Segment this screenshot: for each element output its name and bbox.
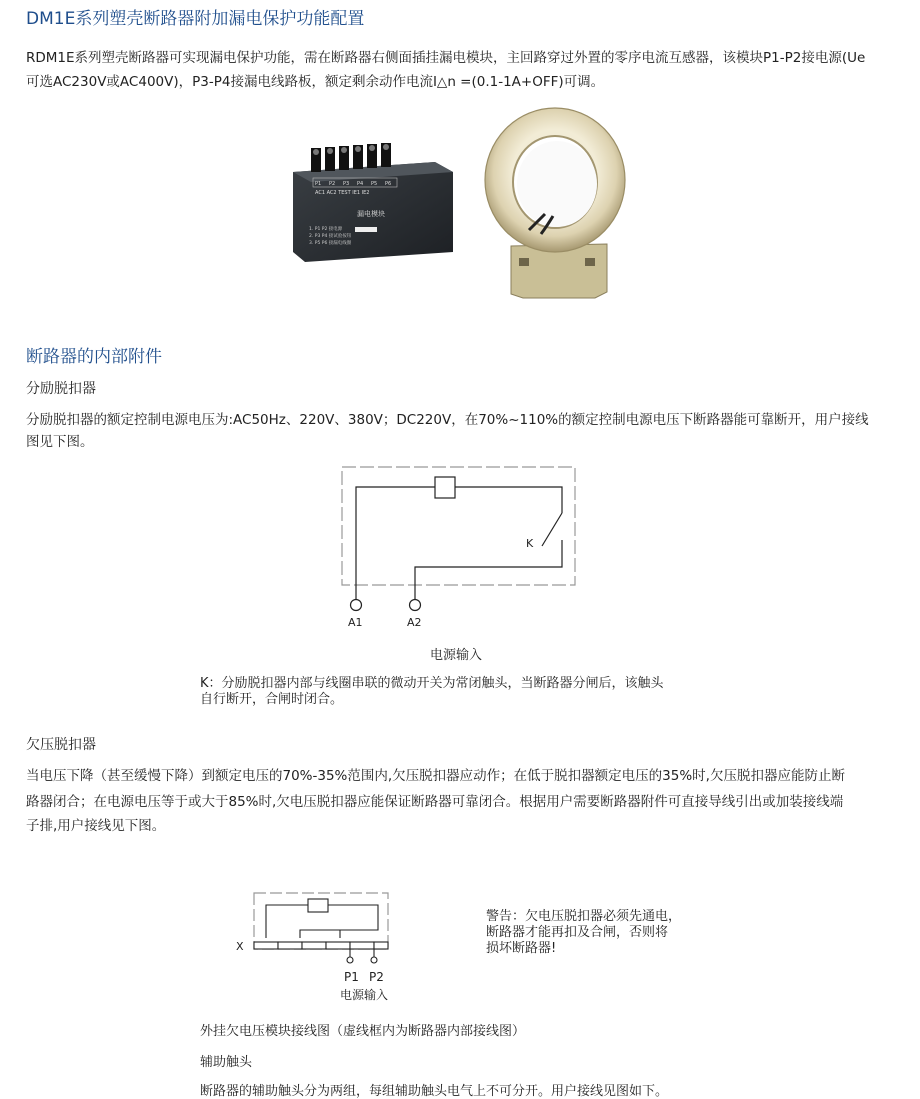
undervoltage-caption: 外挂欠电压模块接线图（虚线框内为断路器内部接线图） bbox=[200, 1024, 526, 1039]
shunt-power-input-label: 电源输入 bbox=[430, 648, 483, 663]
module-line-3: 3. P5 P6 接漏电线圈 bbox=[309, 241, 352, 246]
undervoltage-heading: 欠压脱扣器 bbox=[26, 737, 96, 753]
terminal-x-label: X bbox=[236, 940, 244, 953]
shunt-heading: 分励脱扣器 bbox=[26, 381, 96, 397]
shunt-coil bbox=[435, 477, 455, 498]
leakage-paragraph-line1: RDM1E系列塑壳断路器可实现漏电保护功能，需在断路器右侧面插挂漏电模块，主回路穿过外置的零序电流互感器，该模块P1-P2接电源(Ue bbox=[26, 50, 866, 66]
module-terminal-p5: P5 bbox=[371, 181, 378, 187]
shunt-note-line2: 自行断开，合闸时闭合。 bbox=[200, 692, 344, 707]
module-terminal-p1: P1 bbox=[315, 181, 322, 187]
terminal-p2-label: P2 bbox=[369, 970, 384, 984]
undervoltage-paragraph-line3: 子排,用户接线见下图。 bbox=[26, 818, 166, 834]
terminal-p1 bbox=[347, 957, 353, 963]
leakage-module-image bbox=[285, 140, 465, 265]
leakage-paragraph-line2: 可选AC230V或AC400V)，P3-P4接漏电线路板，额定剩余动作电流I△n =(0.1-1A+OFF)可调。 bbox=[26, 74, 605, 90]
module-line-2: 2. P3 P4 接试验按钮 bbox=[309, 234, 352, 239]
shunt-trip-wiring-diagram bbox=[330, 460, 590, 640]
terminal-p2 bbox=[371, 957, 377, 963]
module-line-1: 1. P1 P2 接电源 bbox=[309, 227, 343, 232]
undervoltage-coil bbox=[308, 899, 328, 912]
undervoltage-wiring-diagram bbox=[230, 888, 400, 1006]
terminal-a1 bbox=[351, 600, 362, 611]
current-transformer-image bbox=[475, 106, 635, 301]
terminal-a2 bbox=[410, 600, 421, 611]
undervoltage-paragraph-line1: 当电压下降（甚至缓慢下降）到额定电压的70%-35%范围内,欠压脱扣器应动作；在低于脱扣器额定电压的35%时,欠压脱扣器应能防止断 bbox=[26, 768, 845, 784]
module-terminal-p3: P3 bbox=[343, 181, 350, 187]
module-terminal-p4: P4 bbox=[357, 181, 364, 187]
undervoltage-warning-line3: 损坏断路器! bbox=[486, 941, 557, 956]
undervoltage-power-input-label: 电源输入 bbox=[340, 988, 389, 1002]
module-terminal-sublabels: AC1 AC2 TEST IE1 IE2 bbox=[315, 190, 370, 196]
terminal-block bbox=[254, 942, 388, 949]
section-title-leakage: DM1E系列塑壳断路器附加漏电保护功能配置 bbox=[26, 9, 365, 29]
shunt-paragraph-line1: 分励脱扣器的额定控制电源电压为:AC50Hz、220V、380V；DC220V，在70%~110%的额定控制电源电压下断路器能可靠断开，用户接线 bbox=[26, 412, 869, 428]
shunt-note-line1: K：分励脱扣器内部与线圈串联的微动开关为常闭触头，当断路器分闸后，该触头 bbox=[200, 676, 664, 691]
k-contact bbox=[542, 513, 562, 546]
section-title-internal-accessories: 断路器的内部附件 bbox=[26, 347, 162, 367]
terminal-a1-label: A1 bbox=[348, 616, 363, 629]
auxiliary-paragraph-line1: 断路器的辅助触头分为两组，每组辅助触头电气上不可分开。用户接线见图如下。 bbox=[200, 1084, 669, 1099]
module-terminal-p6: P6 bbox=[385, 181, 392, 187]
auxiliary-heading: 辅助触头 bbox=[200, 1055, 253, 1070]
terminal-p1-label: P1 bbox=[344, 970, 359, 984]
shunt-paragraph-line2: 图见下图。 bbox=[26, 434, 94, 450]
k-contact-label: K bbox=[526, 537, 534, 550]
terminal-a2-label: A2 bbox=[407, 616, 422, 629]
module-label: 漏电模块 bbox=[357, 210, 385, 218]
undervoltage-warning-line1: 警告：欠电压脱扣器必须先通电， bbox=[486, 909, 682, 924]
undervoltage-paragraph-line2: 路器闭合；在电源电压等于或大于85%时,欠电压脱扣器应能保证断路器可靠闭合。根据用户需要断路器附件可直接导线引出或加装接线端 bbox=[26, 794, 844, 810]
module-terminal-p2: P2 bbox=[329, 181, 336, 187]
undervoltage-warning-line2: 断路器才能再扣及合闸，否则将 bbox=[486, 925, 669, 940]
